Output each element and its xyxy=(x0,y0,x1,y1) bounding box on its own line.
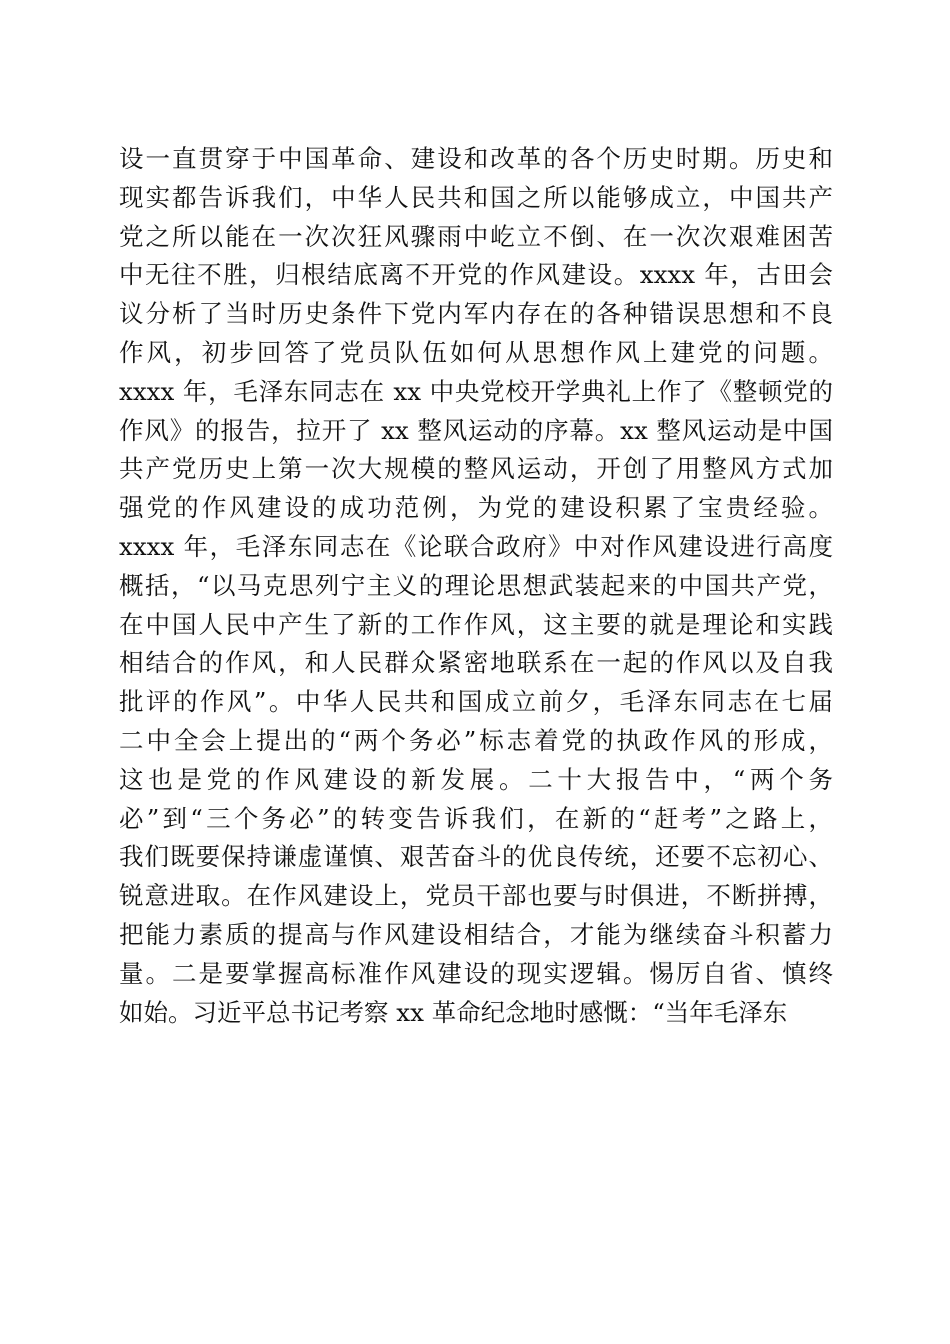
text-line: 作风》的报告，拉开了 xx 整风运动的序幕。xx 整风运动是中国 xyxy=(119,415,833,445)
text-line: 这也是党的作风建设的新发展。二十大报告中，“两个务 xyxy=(119,764,833,794)
text-line: 二中全会上提出的“两个务必”标志着党的执政作风的形成， xyxy=(119,725,833,755)
text-line: 党之所以能在一次次狂风骤雨中屹立不倒、在一次次艰难困苦 xyxy=(119,221,833,251)
text-line: 量。二是要掌握高标准作风建设的现实逻辑。惕厉自省、慎终 xyxy=(119,958,833,988)
text-line: 作风，初步回答了党员队伍如何从思想作风上建党的问题。 xyxy=(119,337,833,367)
text-line: 如始。习近平总书记考察 xx 革命纪念地时感慨：“当年毛泽东 xyxy=(119,997,788,1027)
text-line: 强党的作风建设的成功范例，为党的建设积累了宝贵经验。 xyxy=(119,493,833,523)
text-line: xxxx 年，毛泽东同志在《论联合政府》中对作风建设进行高度 xyxy=(119,531,833,561)
text-line: 把能力素质的提高与作风建设相结合，才能为继续奋斗积蓄力 xyxy=(119,919,833,949)
text-line: 概括，“以马克思列宁主义的理论思想武装起来的中国共产党， xyxy=(119,570,833,600)
text-line: 相结合的作风，和人民群众紧密地联系在一起的作风以及自我 xyxy=(119,648,833,678)
body-text xyxy=(119,140,833,1032)
text-line: 我们既要保持谦虚谨慎、艰苦奋斗的优良传统，还要不忘初心、 xyxy=(119,842,833,872)
text-line: 共产党历史上第一次大规模的整风运动，开创了用整风方式加 xyxy=(119,454,833,484)
text-line: 必”到“三个务必”的转变告诉我们，在新的“赶考”之路上， xyxy=(119,803,833,833)
text-line: 现实都告诉我们，中华人民共和国之所以能够成立，中国共产 xyxy=(119,182,833,212)
text-line: 议分析了当时历史条件下党内军内存在的各种错误思想和不良 xyxy=(119,299,833,329)
text-line: 中无往不胜，归根结底离不开党的作风建设。xxxx 年，古田会 xyxy=(119,260,833,290)
text-line: 批评的作风”。中华人民共和国成立前夕，毛泽东同志在七届 xyxy=(119,687,833,717)
text-line: 设一直贯穿于中国革命、建设和改革的各个历史时期。历史和 xyxy=(119,144,833,173)
text-line: 在中国人民中产生了新的工作作风，这主要的就是理论和实践 xyxy=(119,609,833,639)
text-line: 锐意进取。在作风建设上，党员干部也要与时俱进，不断拼搏， xyxy=(119,881,833,911)
text-line: xxxx 年，毛泽东同志在 xx 中央党校开学典礼上作了《整顿党的 xyxy=(119,376,833,406)
